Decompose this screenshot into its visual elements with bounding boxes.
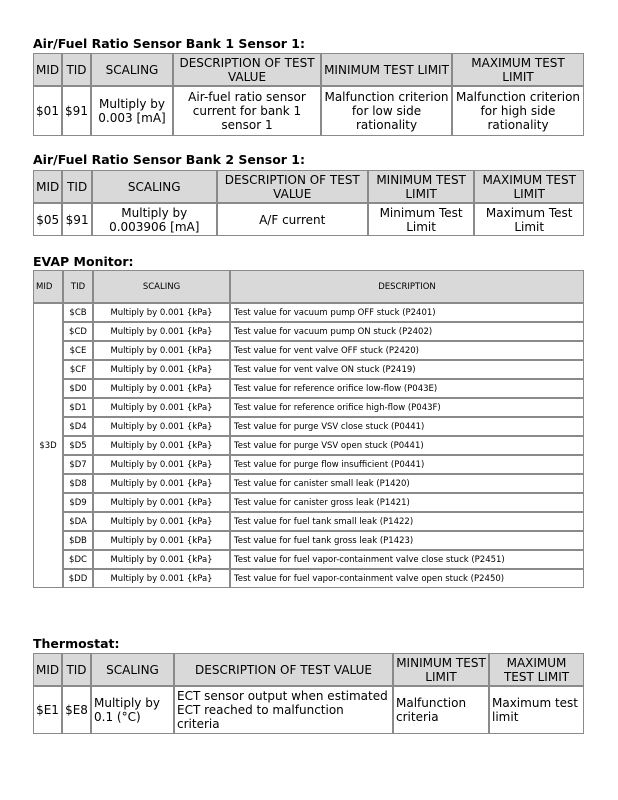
section-af-bank1 [33,36,305,51]
cell-description: Test value for reference orifice low-flow (P043E) [230,379,584,398]
cell-description: Test value for vacuum pump ON stuck (P2402) [230,322,584,341]
cell-description: Test value for purge flow insufficient (P0441) [230,455,584,474]
section-evap [33,254,134,269]
table-row [33,360,584,379]
cell-mid: $3D [33,303,63,588]
header-mid: MID [33,53,62,86]
section-title: EVAP Monitor: [33,254,134,269]
cell-tid: $91 [62,203,91,236]
cell-tid: $DC [63,550,93,569]
cell-tid: $D8 [63,474,93,493]
header-description: DESCRIPTION OF TEST VALUE [217,170,368,203]
table-row [33,379,584,398]
table-evap-wrap [33,270,584,588]
cell-tid: $D0 [63,379,93,398]
table-row [33,550,584,569]
header-max-limit: MAXIMUM TEST LIMIT [474,170,584,203]
cell-tid: $DD [63,569,93,588]
cell-scaling: Multiply by 0.001 {kPa} [93,569,230,588]
header-tid: TID [62,653,91,686]
cell-description: Test value for purge VSV open stuck (P0441) [230,436,584,455]
table-row [33,86,584,136]
header-mid: MID [33,653,62,686]
header-scaling: SCALING [91,53,173,86]
table-af-bank1 [33,53,584,136]
table-row [33,341,584,360]
header-mid: MID [33,170,62,203]
cell-scaling: Multiply by 0.003906 [mA] [92,203,217,236]
table-af-bank2-wrap [33,170,584,236]
header-scaling: SCALING [93,270,230,303]
section-title: Thermostat: [33,636,120,651]
section-af-bank2 [33,152,305,167]
cell-scaling: Multiply by 0.1 (°C) [91,686,174,734]
cell-description: Test value for vent valve ON stuck (P2419) [230,360,584,379]
header-min-limit: MINIMUM TEST LIMIT [368,170,475,203]
cell-scaling: Multiply by 0.001 {kPa} [93,493,230,512]
table-row [33,322,584,341]
cell-description: Test value for vacuum pump OFF stuck (P2401) [230,303,584,322]
cell-tid: $CE [63,341,93,360]
table-header-row [33,53,584,86]
cell-mid: $05 [33,203,62,236]
header-description: DESCRIPTION [230,270,584,303]
cell-tid: $D7 [63,455,93,474]
header-description: DESCRIPTION OF TEST VALUE [174,653,393,686]
cell-scaling: Multiply by 0.001 {kPa} [93,550,230,569]
cell-tid: $CF [63,360,93,379]
header-tid: TID [63,270,93,303]
cell-description: Test value for reference orifice high-flow (P043F) [230,398,584,417]
cell-tid: $CD [63,322,93,341]
table-row [33,512,584,531]
cell-description: Test value for fuel vapor-containment valve close stuck (P2451) [230,550,584,569]
header-description: DESCRIPTION OF TEST VALUE [173,53,321,86]
cell-description: Test value for canister small leak (P1420) [230,474,584,493]
header-mid: MID [33,270,63,303]
header-tid: TID [62,170,91,203]
cell-tid: $DB [63,531,93,550]
table-row [33,398,584,417]
cell-scaling: Multiply by 0.001 {kPa} [93,531,230,550]
header-scaling: SCALING [91,653,174,686]
cell-description: Air-fuel ratio sensor current for bank 1 sensor 1 [173,86,321,136]
cell-scaling: Multiply by 0.001 {kPa} [93,341,230,360]
table-af-bank2 [33,170,584,236]
cell-tid: $D5 [63,436,93,455]
cell-description: Test value for canister gross leak (P1421) [230,493,584,512]
cell-tid: $D9 [63,493,93,512]
section-title: Air/Fuel Ratio Sensor Bank 2 Sensor 1: [33,152,305,167]
header-max-limit: MAXIMUM TEST LIMIT [452,53,584,86]
table-row [33,569,584,588]
section-title: Air/Fuel Ratio Sensor Bank 1 Sensor 1: [33,36,305,51]
cell-tid: $DA [63,512,93,531]
header-min-limit: MINIMUM TEST LIMIT [321,53,452,86]
cell-scaling: Multiply by 0.001 {kPa} [93,379,230,398]
cell-description: Test value for fuel tank small leak (P1422) [230,512,584,531]
table-row [33,203,584,236]
cell-scaling: Multiply by 0.001 {kPa} [93,360,230,379]
cell-min-limit: Malfunction criteria [393,686,489,734]
cell-max-limit: Maximum Test Limit [474,203,584,236]
cell-tid: $D4 [63,417,93,436]
cell-tid: $91 [62,86,91,136]
cell-mid: $01 [33,86,62,136]
cell-scaling: Multiply by 0.001 {kPa} [93,303,230,322]
table-af-bank1-wrap [33,53,584,136]
cell-max-limit: Malfunction criterion for high side rationality [452,86,584,136]
evap-rows [33,303,584,588]
table-evap [33,270,584,588]
table-row [33,436,584,455]
cell-scaling: Multiply by 0.001 {kPa} [93,417,230,436]
cell-description: ECT sensor output when estimated ECT reached to malfunction criteria [174,686,393,734]
cell-scaling: Multiply by 0.001 {kPa} [93,436,230,455]
table-row [33,493,584,512]
cell-scaling: Multiply by 0.001 {kPa} [93,512,230,531]
cell-min-limit: Malfunction criterion for low side rationality [321,86,452,136]
table-header-row [33,170,584,203]
table-thermostat-wrap [33,653,584,734]
table-thermostat [33,653,584,734]
cell-scaling: Multiply by 0.001 {kPa} [93,398,230,417]
header-min-limit: MINIMUM TEST LIMIT [393,653,489,686]
cell-scaling: Multiply by 0.003 [mA] [91,86,173,136]
cell-tid: $E8 [62,686,91,734]
header-scaling: SCALING [92,170,217,203]
cell-description: A/F current [217,203,368,236]
header-tid: TID [62,53,91,86]
table-row [33,474,584,493]
cell-description: Test value for fuel tank gross leak (P1423) [230,531,584,550]
cell-mid: $E1 [33,686,62,734]
table-row [33,686,584,734]
table-header-row [33,270,584,303]
cell-tid: $CB [63,303,93,322]
cell-description: Test value for fuel vapor-containment valve open stuck (P2450) [230,569,584,588]
cell-max-limit: Maximum test limit [489,686,584,734]
cell-scaling: Multiply by 0.001 {kPa} [93,455,230,474]
table-row [33,303,584,322]
cell-tid: $D1 [63,398,93,417]
cell-description: Test value for vent valve OFF stuck (P2420) [230,341,584,360]
cell-scaling: Multiply by 0.001 {kPa} [93,474,230,493]
cell-scaling: Multiply by 0.001 {kPa} [93,322,230,341]
table-row [33,531,584,550]
table-header-row [33,653,584,686]
cell-min-limit: Minimum Test Limit [368,203,475,236]
section-thermostat [33,636,120,651]
cell-description: Test value for purge VSV close stuck (P0441) [230,417,584,436]
table-row [33,417,584,436]
header-max-limit: MAXIMUM TEST LIMIT [489,653,584,686]
table-row [33,455,584,474]
